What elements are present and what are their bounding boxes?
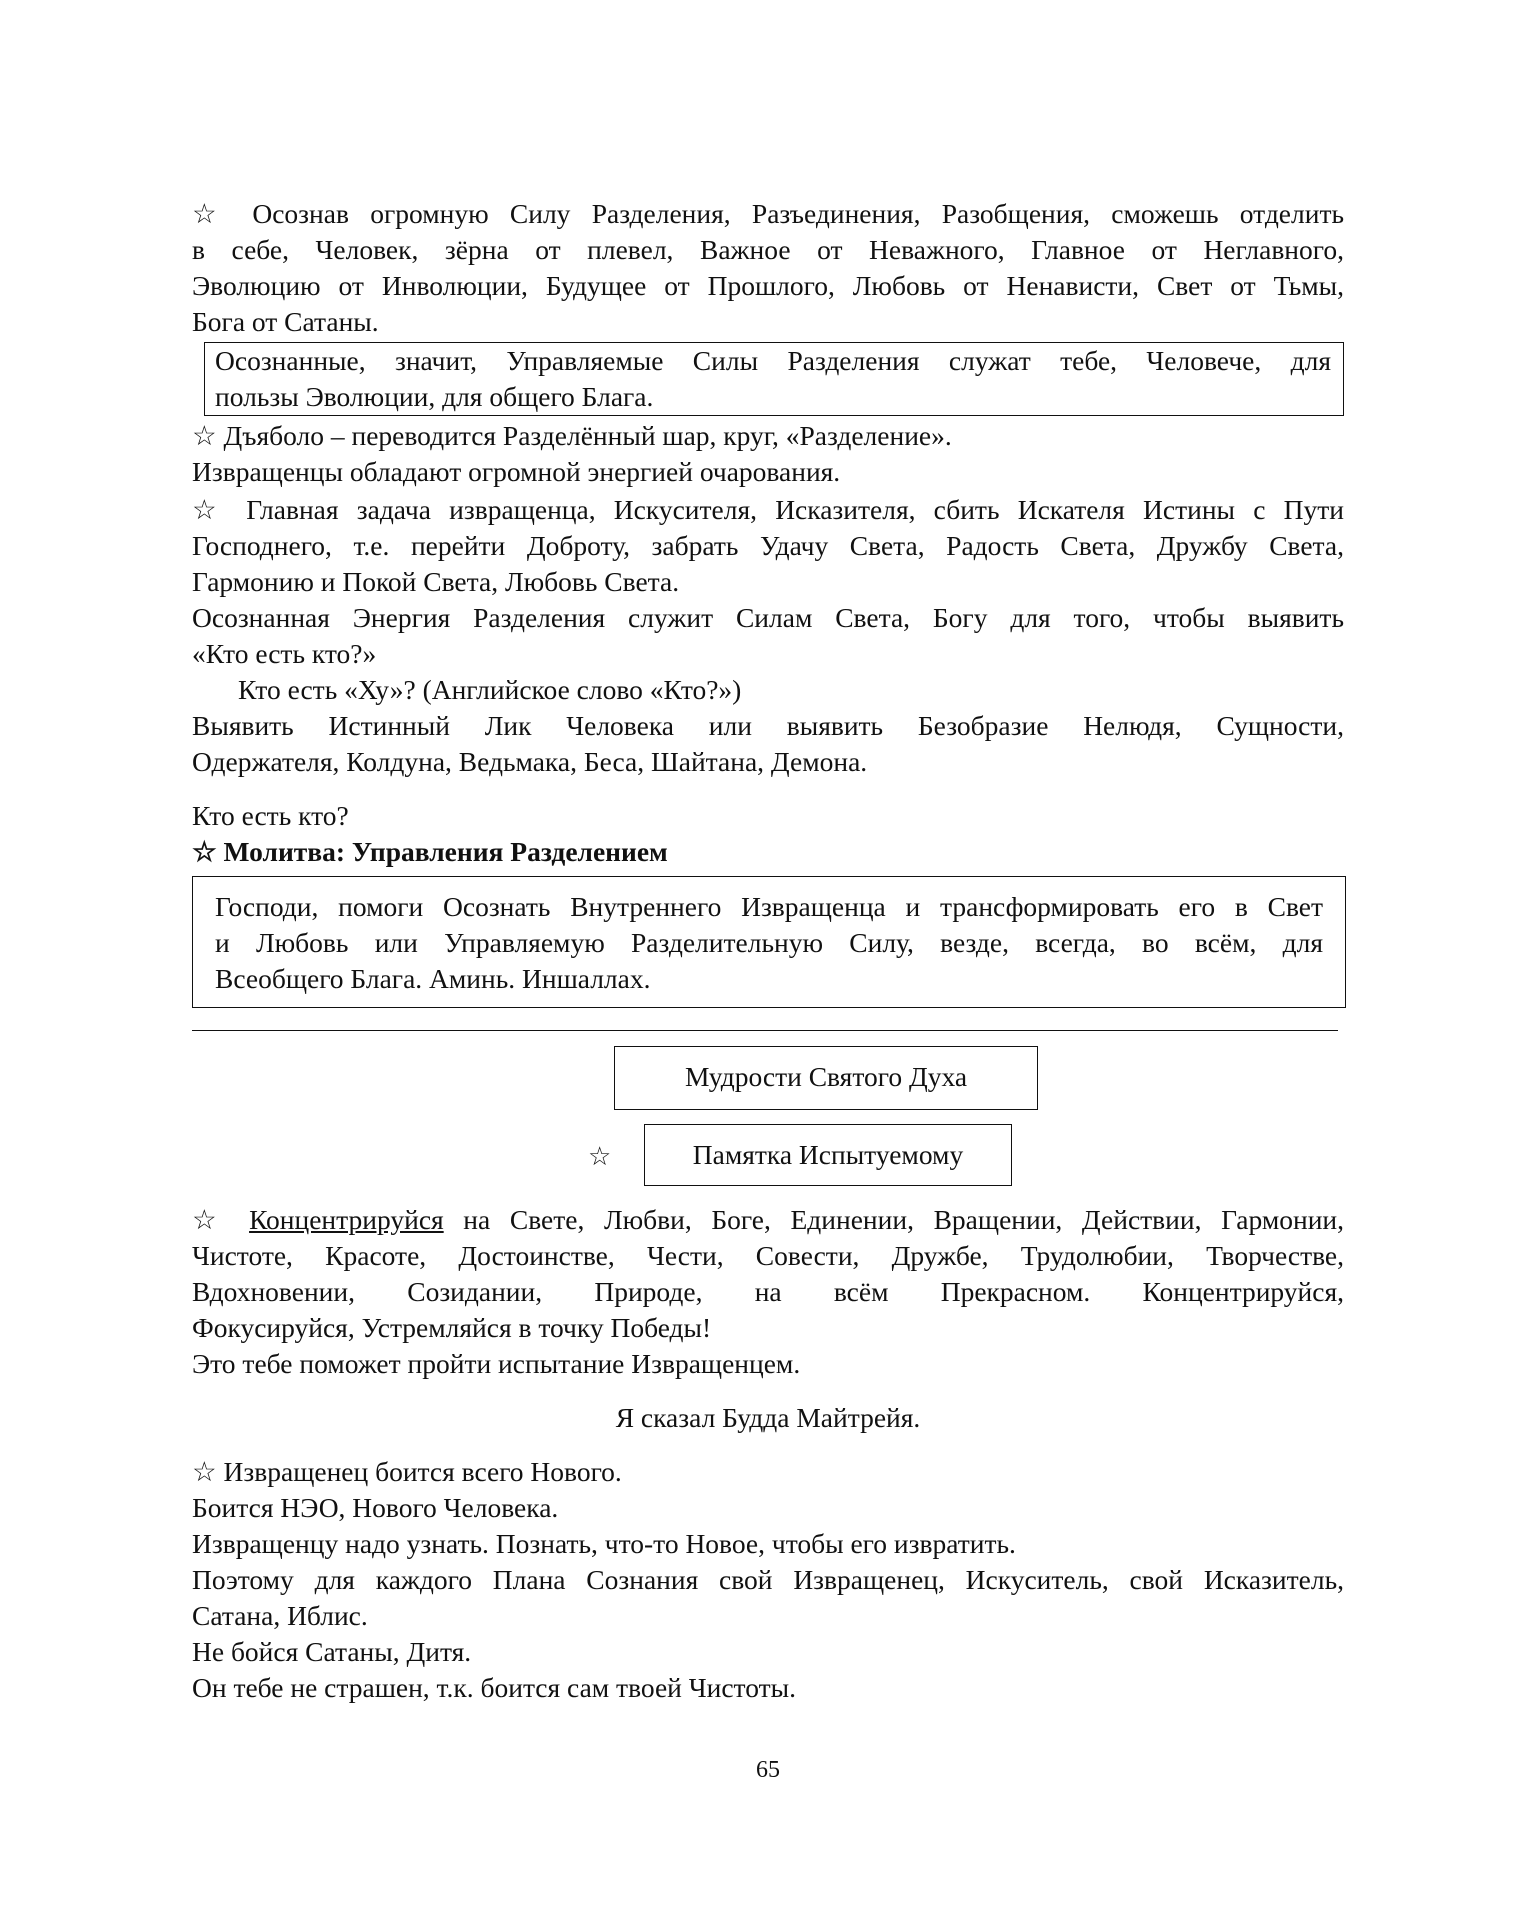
paragraph-main-task bbox=[192, 492, 1344, 600]
quote-box-controlled-forces bbox=[204, 342, 1344, 416]
prayer-box bbox=[192, 876, 1346, 1008]
star-icon: ☆ bbox=[192, 1204, 230, 1235]
text-line: Осознанная Энергия Разделения служит Силам Света, Богу для того, чтобы выявить bbox=[192, 602, 1344, 633]
text-line: и Любовь или Управляемую Разделительную Силу, везде, всегда, во всём, для bbox=[215, 927, 1323, 958]
underlined-word: Концентрируйся bbox=[249, 1204, 444, 1235]
text-line: Сатана, Иблис. bbox=[192, 1600, 368, 1631]
text-line: Извращенцы обладают огромной энергией очарования. bbox=[192, 456, 841, 487]
text-line: Эволюцию от Инволюции, Будущее от Прошлого, Любовь от Ненависти, Свет от Тьмы, bbox=[192, 270, 1344, 301]
text-line: Боится НЭО, Нового Человека. bbox=[192, 1492, 559, 1523]
prayer-title: ☆ Молитва: Управления Разделением bbox=[192, 836, 668, 867]
text-line: Всеобщего Блага. Аминь. Иншаллах. bbox=[215, 963, 651, 994]
paragraph-separation-power bbox=[192, 196, 1344, 340]
text-line: Он тебе не страшен, т.к. боится сам твоей Чистоты. bbox=[192, 1672, 796, 1703]
paragraph-not-scary bbox=[192, 1670, 1344, 1706]
text-line: Кто есть кто? bbox=[192, 800, 349, 831]
paragraph-needs-to-know bbox=[192, 1526, 1344, 1562]
paragraph-who-is bbox=[238, 672, 1344, 708]
paragraph-reveal bbox=[192, 708, 1344, 780]
text-line: Не бойся Сатаны, Дитя. bbox=[192, 1636, 472, 1667]
paragraph-diabolo bbox=[192, 418, 1344, 454]
text-line: пользы Эволюции, для общего Блага. bbox=[215, 381, 654, 412]
paragraph-concentrate bbox=[192, 1202, 1344, 1346]
star-icon: ☆ bbox=[192, 836, 217, 867]
text-line: ☆ Извращенец боится всего Нового. bbox=[192, 1456, 622, 1487]
divider-line bbox=[192, 1030, 1338, 1031]
text-line: ☆ Главная задача извращенца, Искусителя, Исказителя, сбить Искателя Истины с Пути bbox=[192, 494, 1344, 525]
heading-box-wisdom: Мудрости Святого Духа bbox=[614, 1046, 1038, 1110]
text-line: Господнего, т.е. перейти Доброту, забрать Удачу Света, Радость Света, Дружбу Света, bbox=[192, 530, 1344, 561]
paragraph-perverts-energy bbox=[192, 454, 1344, 490]
signature: Я сказал Будда Майтрейя. bbox=[615, 1402, 921, 1433]
star-icon: ☆ bbox=[588, 1142, 612, 1171]
text-line: Чистоте, Красоте, Достоинстве, Чести, Совести, Дружбе, Трудолюбии, Творчестве, bbox=[192, 1240, 1344, 1271]
paragraph-conscious-energy bbox=[192, 600, 1344, 672]
paragraph-fears-new bbox=[192, 1454, 1344, 1490]
star-icon: ☆ bbox=[192, 494, 228, 525]
text-line: Выявить Истинный Лик Человека или выявить Безобразие Нелюдя, Сущности, bbox=[192, 710, 1344, 741]
text-line: ☆ Осознав огромную Силу Разделения, Разъединения, Разобщения, сможешь отделить bbox=[192, 198, 1345, 229]
text-line: Господи, помоги Осознать Внутреннего Извращенца и трансформировать его в Свет bbox=[215, 891, 1323, 922]
paragraph-fears-neo bbox=[192, 1490, 1344, 1526]
star-icon: ☆ bbox=[192, 1456, 217, 1487]
heading-box-memo: Памятка Испытуемому bbox=[644, 1124, 1012, 1186]
text-line: Вдохновении, Созидании, Природе, на всём Прекрасном. Концентрируйся, bbox=[192, 1276, 1344, 1307]
text-line: Поэтому для каждого Плана Сознания свой Извращенец, Искуситель, свой Исказитель, bbox=[192, 1564, 1344, 1595]
text-line: Кто есть «Ху»? (Английское слово «Кто?») bbox=[238, 674, 742, 705]
text-line: Одержателя, Колдуна, Ведьмака, Беса, Шайтана, Демона. bbox=[192, 746, 868, 777]
paragraph-each-plan bbox=[192, 1562, 1344, 1634]
star-icon: ☆ bbox=[192, 420, 217, 451]
text-line: ☆ Дъяболо – переводится Разделённый шар, круг, «Разделение». bbox=[192, 420, 952, 451]
text-line: Гармонию и Покой Света, Любовь Света. bbox=[192, 566, 680, 597]
paragraph-do-not-fear bbox=[192, 1634, 1344, 1670]
text-line: Фокусируйся, Устремляйся в точку Победы! bbox=[192, 1312, 712, 1343]
text-line: ☆ Концентрируйся на Свете, Любви, Боге, Единении, Вращении, Действии, Гармонии, bbox=[192, 1204, 1345, 1235]
text-line: Осознанные, значит, Управляемые Силы Разделения служат тебе, Человече, для bbox=[215, 345, 1331, 376]
star-icon: ☆ bbox=[192, 198, 232, 229]
text-line: Бога от Сатаны. bbox=[192, 306, 379, 337]
paragraph-test-help bbox=[192, 1346, 1344, 1382]
text-line: «Кто есть кто?» bbox=[192, 638, 377, 669]
text-line: Это тебе поможет пройти испытание Извращенцем. bbox=[192, 1348, 801, 1379]
page-number: 65 bbox=[756, 1757, 780, 1783]
text-line: в себе, Человек, зёрна от плевел, Важное от Неважного, Главное от Неглавного, bbox=[192, 234, 1344, 265]
text-line: Извращенцу надо узнать. Познать, что-то Новое, чтобы его извратить. bbox=[192, 1528, 1016, 1559]
paragraph-who-is-who bbox=[192, 798, 1344, 834]
